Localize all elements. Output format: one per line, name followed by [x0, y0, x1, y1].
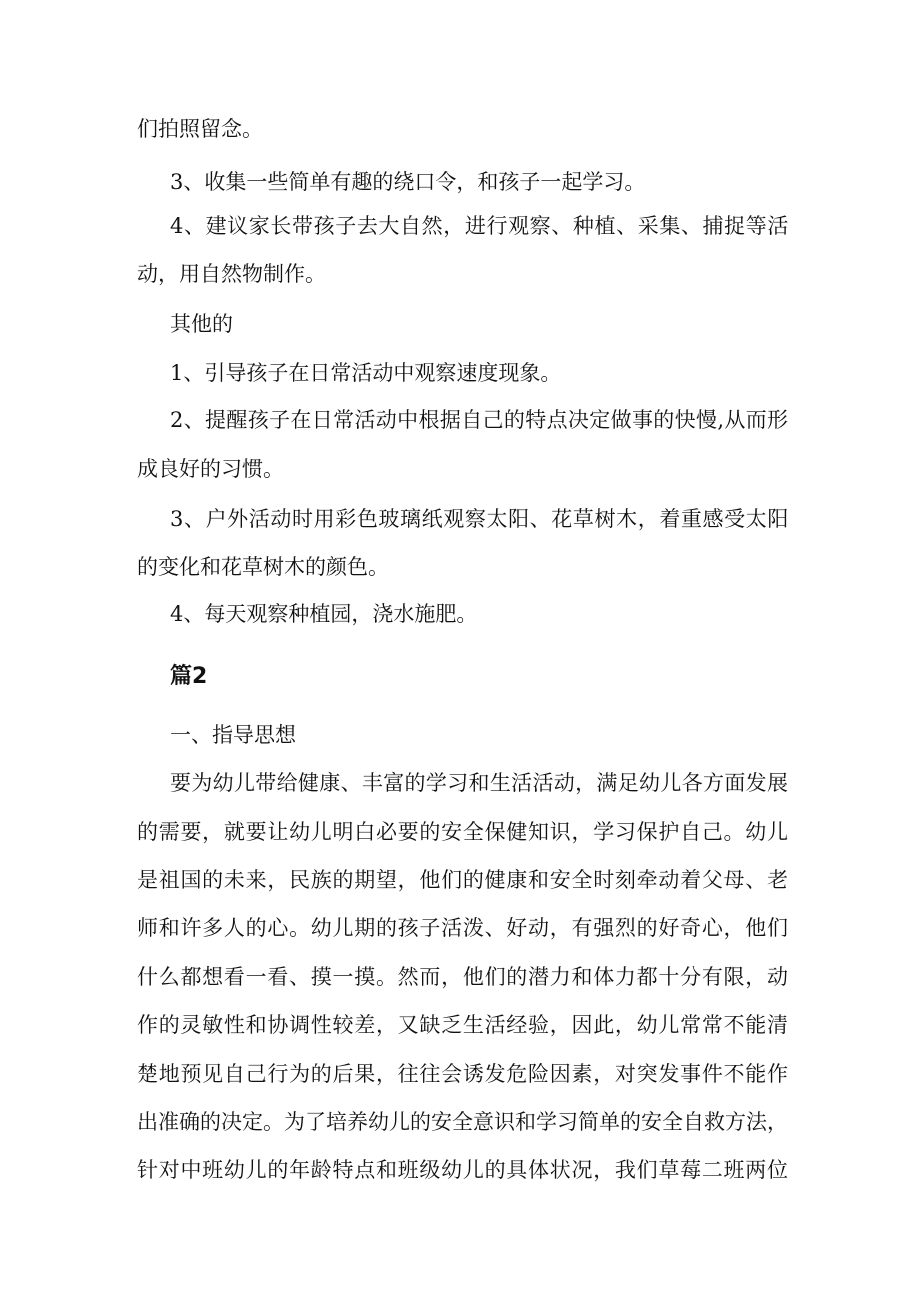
text-line-20: 楚地预见自己行为的后果，往往会诱发危险因素，对突发事件不能作 — [137, 1062, 789, 1086]
text-line-8: 成良好的习惯。 — [137, 457, 284, 481]
text-line-2: 3、收集一些简单有趣的绕口令，和孩子一起学习。 — [170, 170, 646, 194]
text-line-22: 针对中班幼儿的年龄特点和班级幼儿的具体状况，我们草莓二班两位 — [137, 1158, 789, 1182]
text-line-9: 3、户外活动时用彩色玻璃纸观察太阳、花草树木，着重感受太阳 — [170, 507, 789, 531]
subheading-guiding-thought: 一、指导思想 — [170, 723, 296, 747]
text-line-11: 4、每天观察种植园，浇水施肥。 — [170, 602, 478, 626]
text-line-1: 们拍照留念。 — [137, 117, 263, 141]
text-line-10: 的变化和花草树木的颜色。 — [137, 555, 389, 579]
section-heading: 篇2 — [170, 664, 208, 689]
text-line-7: 2、提醒孩子在日常活动中根据自己的特点决定做事的快慢,从而形 — [170, 408, 789, 432]
text-line-3: 4、建议家长带孩子去大自然，进行观察、种植、采集、捕捉等活 — [170, 214, 789, 238]
text-line-5: 其他的 — [170, 312, 233, 336]
text-line-4: 动，用自然物制作。 — [137, 262, 326, 286]
text-line-21: 出准确的决定。为了培养幼儿的安全意识和学习简单的安全自救方法， — [137, 1110, 788, 1134]
text-line-17: 师和许多人的心。幼儿期的孩子活泼、好动，有强烈的好奇心，他们 — [137, 916, 789, 940]
text-line-14: 要为幼儿带给健康、丰富的学习和生活活动，满足幼儿各方面发展 — [170, 771, 789, 795]
text-line-18: 什么都想看一看、摸一摸。然而，他们的潜力和体力都十分有限，动 — [137, 965, 789, 989]
text-line-16: 是祖国的未来，民族的期望，他们的健康和安全时刻牵动着父母、老 — [137, 868, 789, 892]
text-line-15: 的需要，就要让幼儿明白必要的安全保健知识，学习保护自己。幼儿 — [137, 820, 789, 844]
text-line-19: 作的灵敏性和协调性较差，又缺乏生活经验，因此，幼儿常常不能清 — [137, 1013, 789, 1037]
text-line-6: 1、引导孩子在日常活动中观察速度现象。 — [170, 361, 562, 385]
